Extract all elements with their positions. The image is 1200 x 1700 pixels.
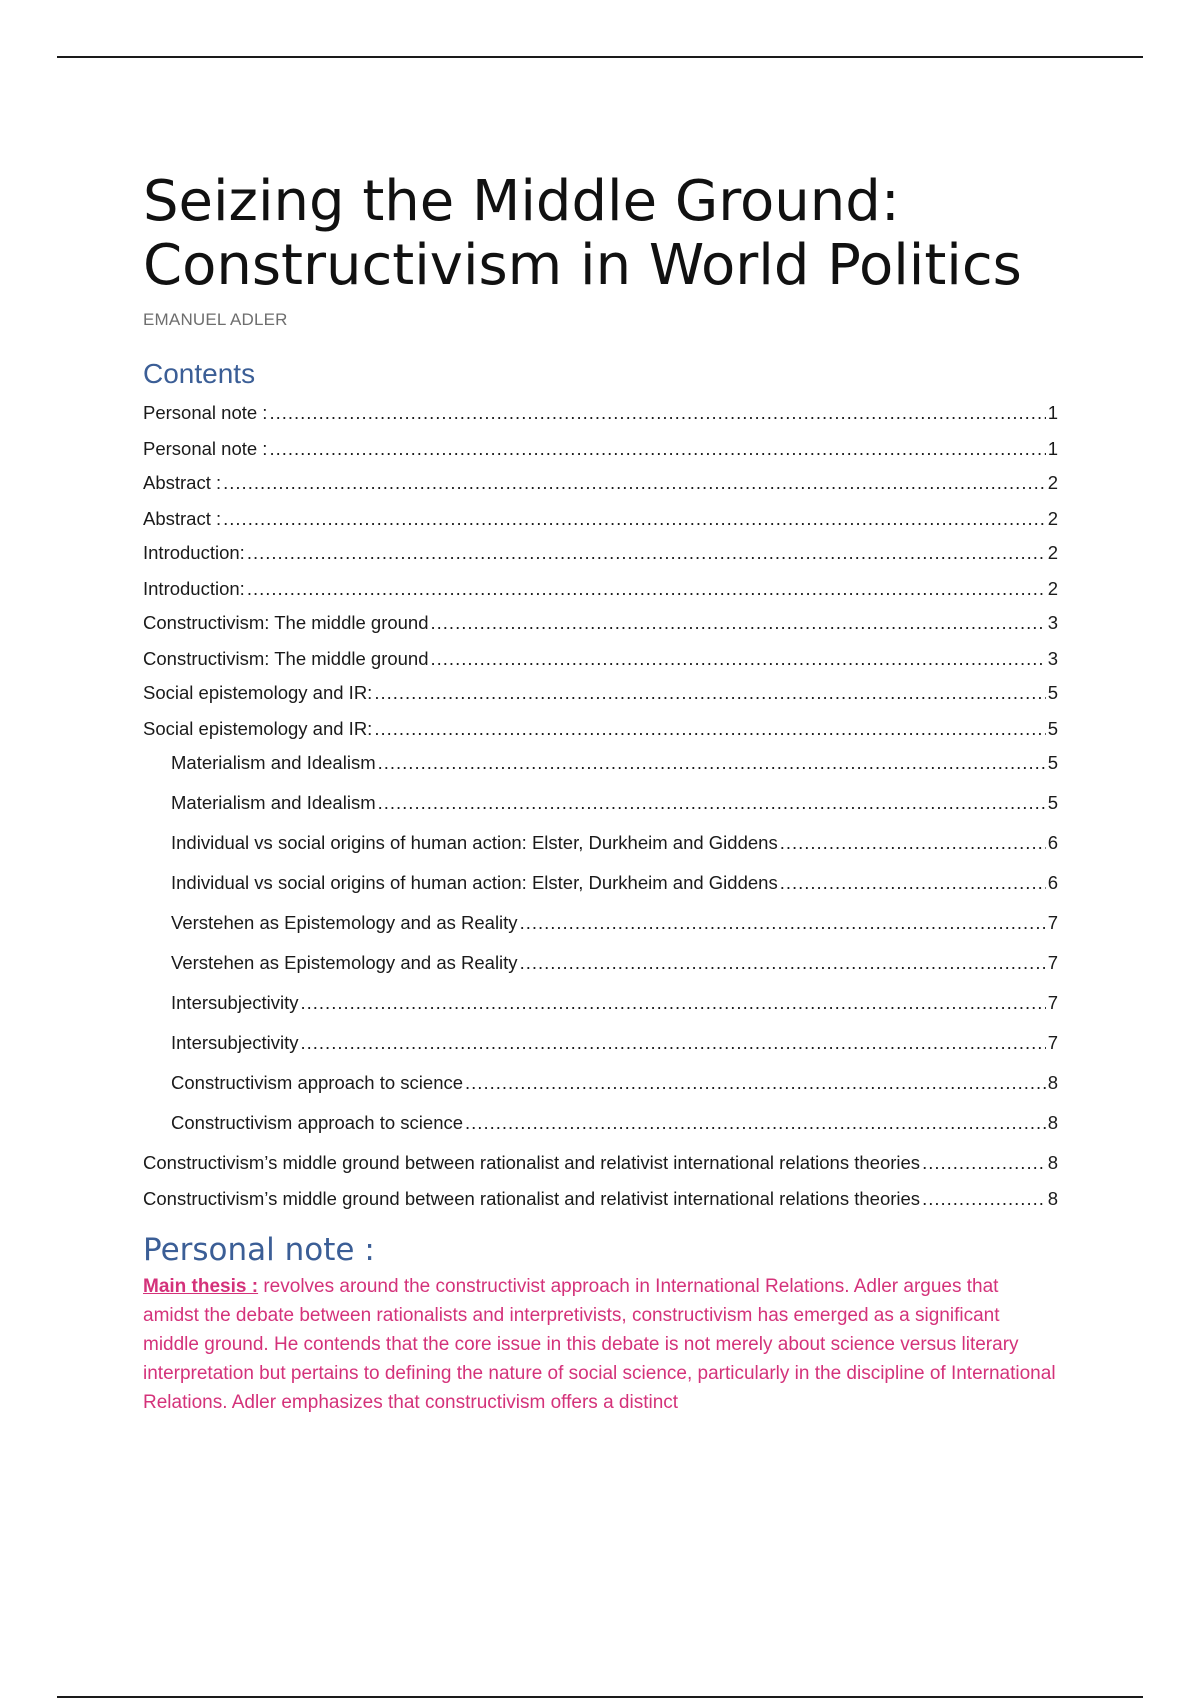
toc-dot-leader	[922, 1152, 1046, 1174]
toc-entry-page-number: 5	[1047, 792, 1058, 813]
toc-entry-page-number: 5	[1047, 752, 1058, 773]
toc-entry-label: Abstract :	[143, 508, 222, 529]
toc-entry[interactable]	[143, 612, 1058, 634]
top-rule	[57, 56, 1143, 58]
toc-dot-leader	[922, 1188, 1046, 1210]
toc-entry-page-number: 2	[1047, 472, 1058, 493]
toc-entry-page-number: 1	[1047, 438, 1058, 459]
toc-entry[interactable]	[143, 508, 1058, 530]
toc-entry[interactable]	[143, 438, 1058, 460]
toc-heading: Contents	[143, 358, 256, 389]
toc-entry-page-number: 3	[1047, 648, 1058, 669]
toc-entry-page-number: 3	[1047, 612, 1058, 633]
toc-entry-label: Personal note :	[143, 402, 268, 423]
toc-entry-page-number: 8	[1047, 1112, 1058, 1133]
main-thesis-label: Main thesis :	[143, 1276, 259, 1297]
toc-entry-label: Intersubjectivity	[171, 992, 299, 1013]
toc-entry-page-number: 5	[1047, 718, 1058, 739]
toc-entry-label: Social epistemology and IR:	[143, 718, 373, 739]
toc-entry[interactable]	[143, 792, 1058, 814]
toc-entry-label: Verstehen as Epistemology and as Reality	[171, 952, 518, 973]
toc-entry-page-number: 2	[1047, 508, 1058, 529]
toc-entry-page-number: 7	[1047, 952, 1058, 973]
toc-dot-leader	[520, 912, 1046, 934]
toc-dot-leader	[465, 1072, 1046, 1094]
title-line-1: Seizing the Middle Ground:	[143, 169, 900, 234]
toc-entry-label: Constructivism: The middle ground	[143, 648, 429, 669]
toc-dot-leader	[247, 542, 1046, 564]
toc-dot-leader	[780, 832, 1046, 854]
toc-entry-label: Constructivism’s middle ground between rationalist and relativist international relations theories	[143, 1152, 921, 1173]
toc-dot-leader	[223, 508, 1046, 530]
toc-dot-leader	[374, 718, 1045, 740]
toc-entry-label: Materialism and Idealism	[171, 752, 376, 773]
author-subtitle: EMANUEL ADLER	[143, 310, 288, 329]
toc-entry-label: Verstehen as Epistemology and as Reality	[171, 912, 518, 933]
toc-entry[interactable]	[143, 578, 1058, 600]
toc-entry[interactable]	[143, 1032, 1058, 1054]
toc-dot-leader	[301, 1032, 1046, 1054]
toc-dot-leader	[301, 992, 1046, 1014]
toc-entry[interactable]	[143, 402, 1058, 424]
toc-entry-page-number: 8	[1047, 1072, 1058, 1093]
toc-entry-label: Constructivism: The middle ground	[143, 612, 429, 633]
toc-entry[interactable]	[143, 542, 1058, 564]
toc-entry[interactable]	[143, 1152, 1058, 1174]
document-page	[143, 170, 1058, 1417]
bottom-rule	[57, 1696, 1143, 1698]
toc-entry[interactable]	[143, 752, 1058, 774]
toc-entry-page-number: 1	[1047, 402, 1058, 423]
toc-dot-leader	[431, 612, 1046, 634]
toc-entry[interactable]	[143, 472, 1058, 494]
toc-entry-page-number: 5	[1047, 682, 1058, 703]
toc-entry-label: Constructivism approach to science	[171, 1072, 464, 1093]
toc-entry-label: Introduction:	[143, 578, 245, 599]
toc-entry[interactable]	[143, 832, 1058, 854]
toc-entry-page-number: 2	[1047, 542, 1058, 563]
toc-entry[interactable]	[143, 872, 1058, 894]
toc-dot-leader	[378, 792, 1046, 814]
toc-entry-label: Constructivism approach to science	[171, 1112, 464, 1133]
toc-entry-label: Individual vs social origins of human action: Elster, Durkheim and Giddens	[171, 832, 778, 853]
toc-dot-leader	[465, 1112, 1046, 1134]
toc-entry[interactable]	[143, 952, 1058, 974]
toc-entry-label: Constructivism’s middle ground between rationalist and relativist international relations theories	[143, 1188, 921, 1209]
toc-entry-label: Personal note :	[143, 438, 268, 459]
toc-entry[interactable]	[143, 1072, 1058, 1094]
toc-entry-label: Social epistemology and IR:	[143, 682, 373, 703]
toc-entry-label: Intersubjectivity	[171, 1032, 299, 1053]
title-line-2: Constructivism in World Politics	[143, 233, 1022, 298]
table-of-contents	[143, 402, 1058, 1210]
toc-entry-page-number: 6	[1047, 832, 1058, 853]
toc-entry-page-number: 7	[1047, 912, 1058, 933]
toc-entry-label: Individual vs social origins of human action: Elster, Durkheim and Giddens	[171, 872, 778, 893]
main-thesis-text: revolves around the constructivist approach in International Relations. Adler argues that amidst the debate between rationalists and interpretivists, constructivism has emerged as a significant middle ground. He contends that the core issue in this debate is not merely about science versus literary interpretation but pertains to defining the nature of social science, particularly in the discipline of International Relations. Adler emphasizes that constructivism offers a distinct	[143, 1276, 1056, 1413]
toc-entry[interactable]	[143, 1188, 1058, 1210]
toc-entry-label: Introduction:	[143, 542, 245, 563]
toc-entry[interactable]	[143, 682, 1058, 704]
toc-entry-label: Abstract :	[143, 472, 222, 493]
toc-dot-leader	[378, 752, 1046, 774]
toc-entry[interactable]	[143, 992, 1058, 1014]
toc-dot-leader	[431, 648, 1046, 670]
toc-entry-page-number: 6	[1047, 872, 1058, 893]
toc-entry-page-number: 8	[1047, 1188, 1058, 1209]
toc-dot-leader	[247, 578, 1046, 600]
toc-entry-page-number: 8	[1047, 1152, 1058, 1173]
toc-entry[interactable]	[143, 912, 1058, 934]
toc-entry[interactable]	[143, 718, 1058, 740]
document-title	[143, 170, 1058, 298]
toc-entry[interactable]	[143, 1112, 1058, 1134]
toc-entry-page-number: 7	[1047, 992, 1058, 1013]
personal-note-paragraph	[143, 1272, 1058, 1417]
toc-dot-leader	[520, 952, 1046, 974]
toc-dot-leader	[269, 438, 1045, 460]
toc-entry[interactable]	[143, 648, 1058, 670]
toc-dot-leader	[374, 682, 1045, 704]
toc-entry-page-number: 7	[1047, 1032, 1058, 1053]
toc-dot-leader	[223, 472, 1046, 494]
toc-dot-leader	[780, 872, 1046, 894]
section-heading-personal-note: Personal note :	[143, 1232, 375, 1268]
toc-dot-leader	[269, 402, 1045, 424]
toc-entry-page-number: 2	[1047, 578, 1058, 599]
toc-entry-label: Materialism and Idealism	[171, 792, 376, 813]
